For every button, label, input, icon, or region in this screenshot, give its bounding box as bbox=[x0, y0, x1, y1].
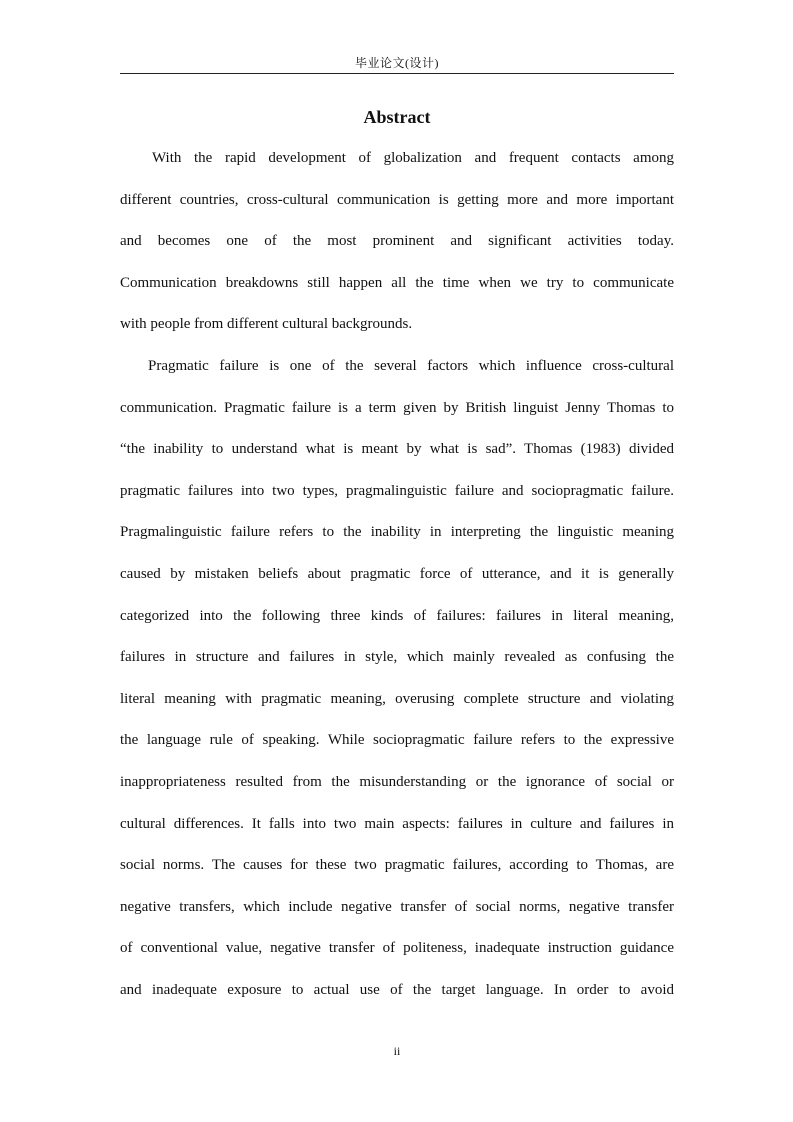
text-line: cultural differences. It falls into two main aspects: failures in culture and failures in bbox=[120, 815, 674, 832]
text-line: caused by mistaken beliefs about pragmatic force of utterance, and it is generally bbox=[120, 565, 674, 582]
text-line: social norms. The causes for these two pragmatic failures, according to Thomas, are bbox=[120, 857, 674, 874]
abstract-title: Abstract bbox=[363, 107, 431, 127]
text-line: Pragmatic failure is one of the several factors which influence cross-cultural bbox=[148, 357, 674, 374]
text-line: communication. Pragmatic failure is a term given by British linguist Jenny Thomas to bbox=[120, 399, 674, 416]
text-line: categorized into the following three kinds of failures: failures in literal meaning, bbox=[120, 607, 674, 624]
text-line: failures in structure and failures in style, which mainly revealed as confusing the bbox=[120, 649, 674, 666]
abstract-body bbox=[120, 138, 674, 1011]
text-line: pragmatic failures into two types, pragmalinguistic failure and sociopragmatic failure. bbox=[120, 482, 674, 499]
text-line: negative transfers, which include negative transfer of social norms, negative transfer bbox=[120, 898, 674, 915]
text-line: different countries, cross-cultural communication is getting more and more important bbox=[120, 191, 674, 208]
text-line: literal meaning with pragmatic meaning, overusing complete structure and violating bbox=[120, 690, 674, 707]
text-line: with people from different cultural backgrounds. bbox=[120, 316, 413, 333]
text-line: With the rapid development of globalization and frequent contacts among bbox=[152, 150, 674, 166]
header-rule bbox=[120, 73, 674, 74]
running-header: 毕业论文(设计) bbox=[355, 56, 439, 70]
text-line: Pragmalinguistic failure refers to the inability in interpreting the linguistic meaning bbox=[120, 524, 674, 541]
text-line: inappropriateness resulted from the misunderstanding or the ignorance of social or bbox=[120, 773, 674, 790]
text-line: of conventional value, negative transfer of politeness, inadequate instruction guidance bbox=[120, 940, 674, 957]
text-line: and becomes one of the most prominent and significant activities today. bbox=[120, 233, 674, 250]
page-number: ii bbox=[393, 1044, 401, 1058]
text-line: the language rule of speaking. While sociopragmatic failure refers to the expressive bbox=[120, 732, 674, 749]
text-line: and inadequate exposure to actual use of the target language. In order to avoid bbox=[120, 981, 674, 998]
text-line: Communication breakdowns still happen all the time when we try to communicate bbox=[120, 274, 674, 291]
text-line: “the inability to understand what is meant by what is sad”. Thomas (1983) divided bbox=[120, 441, 674, 458]
